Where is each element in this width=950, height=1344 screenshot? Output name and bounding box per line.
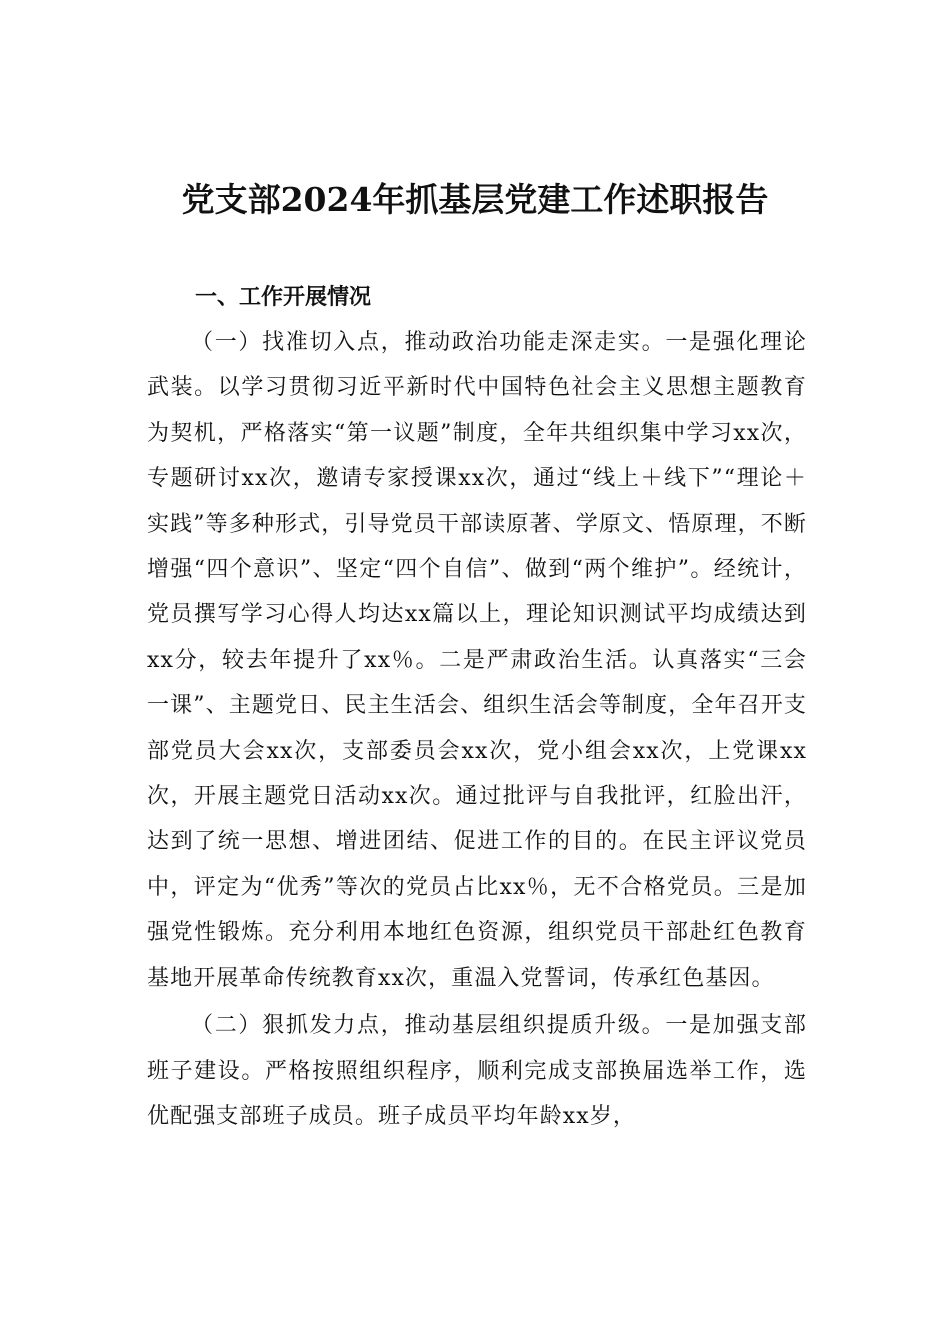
document-body [147, 320, 807, 1139]
document-title: 党支部2024年抓基层党建工作述职报告 [181, 180, 769, 219]
section-heading: 一、工作开展情况 [195, 285, 372, 310]
paragraph-2: （二）狠抓发力点，推动基层组织提质升级。一是加强支部班子建设。严格按照组织程序，顺利完成支部换届选举工作，选优配强支部班子成员。班子成员平均年龄xx岁， [147, 1013, 807, 1129]
paragraph-1: （一）找准切入点，推动政治功能走深走实。一是强化理论武装。以学习贯彻习近平新时代中国特色社会主义思想主题教育为契机，严格落实“第一议题”制度，全年共组织集中学习xx次，专题研讨xx次，邀请专家授课xx次，通过“线上＋线下”“理论＋实践”等多种形式，引导党员干部读原著、学原文、悟原理，不断增强“四个意识”、坚定“四个自信”、做到“两个维护”。经统计，党员撰写学习心得人均达xx篇以上，理论知识测试平均成绩达到xx分，较去年提升了xx％。二是严肃政治生活。认真落实“三会一课”、主题党日、民主生活会、组织生活会等制度，全年召开支部党员大会xx次，支部委员会xx次，党小组会xx次，上党课xx次，开展主题党日活动xx次。通过批评与自我批评，红脸出汗，达到了统一思想、增进团结、促进工作的目的。在民主评议党员中，评定为“优秀”等次的党员占比xx％，无不合格党员。三是加强党性锻炼。充分利用本地红色资源，组织党员干部赴红色教育基地开展革命传统教育xx次，重温入党誓词，传承红色基因。 [147, 330, 807, 991]
